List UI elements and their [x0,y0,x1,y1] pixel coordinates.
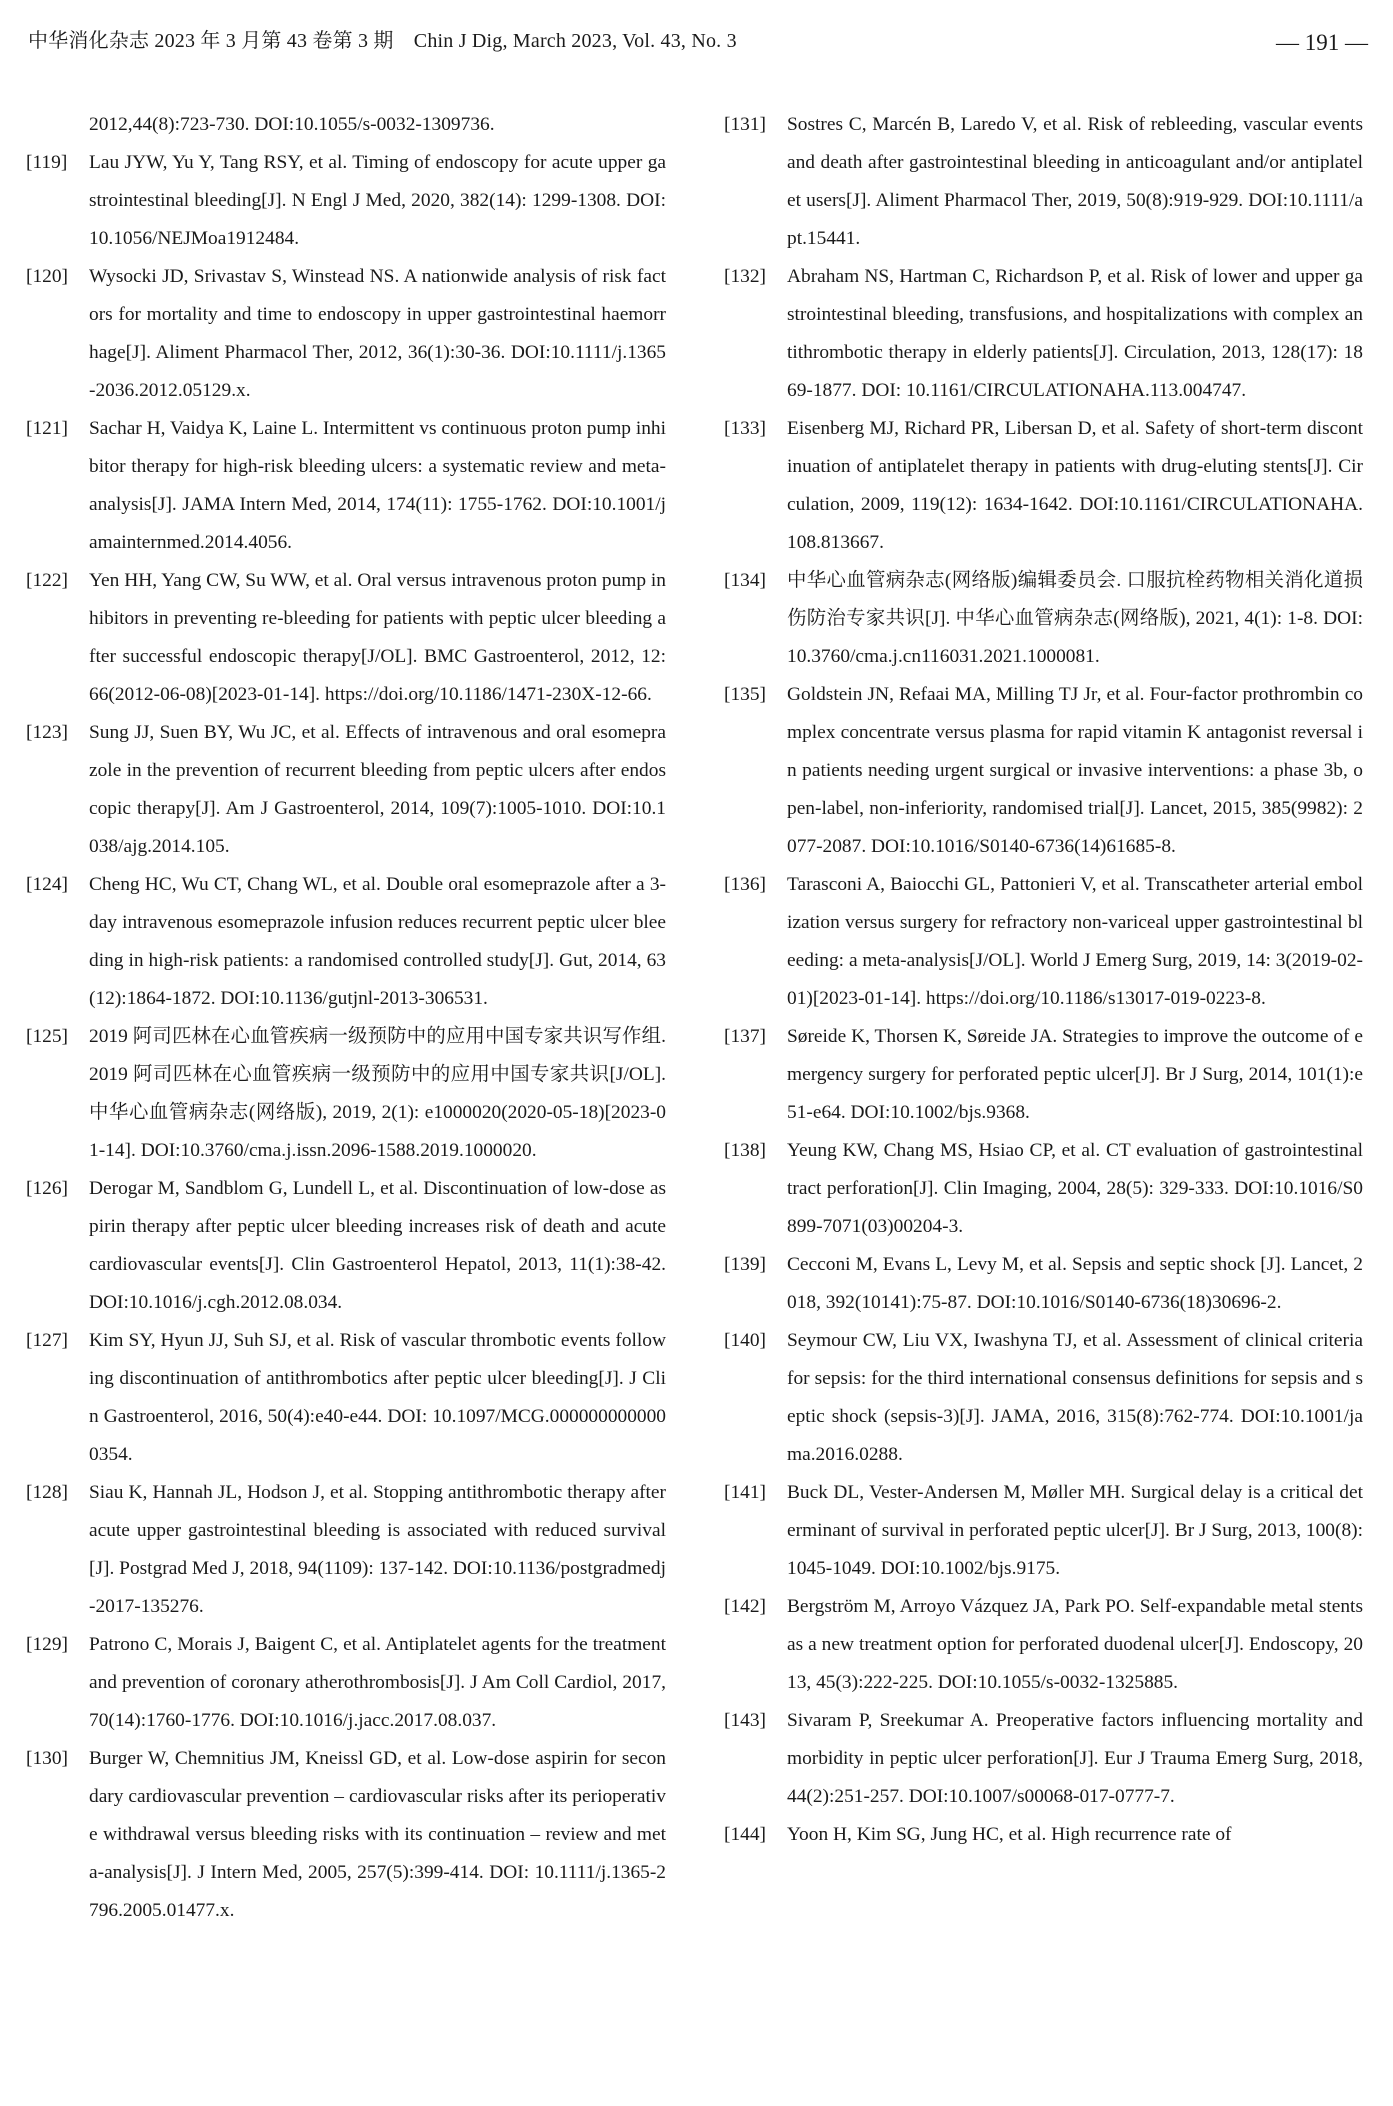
page-number: — 191 — [1276,30,1368,55]
reference-text: Derogar M, Sandblom G, Lundell L, et al. Discontinuation of low-dose aspirin therapy after peptic ulcer bleeding increases risk of death and acute cardiovascular events[J]. Clin Gastroenterol Hepatol, 2013, 11(1):38-42. DOI:10.1016/j.cgh.2012.08.034. [89,1178,666,1313]
reference-text: 2012,44(8):723-730. DOI:10.1055/s-0032-1309736. [89,114,495,135]
reference-number: [141] [724,1482,767,1503]
reference-entry [724,866,1363,1018]
running-header [28,24,1368,60]
reference-text: Yeung KW, Chang MS, Hsiao CP, et al. CT evaluation of gastrointestinal tract perforation[J]. Clin Imaging, 2004, 28(5): 329-333. DOI:10.1016/S0899-7071(03)00204-3. [787,1140,1363,1237]
reference-number: [134] [724,570,767,591]
reference-text: Cheng HC, Wu CT, Chang WL, et al. Double oral esomeprazole after a 3-day intravenous esomeprazole infusion reduces recurrent peptic ulcer bleeding in high-risk patients: a randomised controlled study[J]. Gut, 2014, 63(12):1864-1872. DOI:10.1136/gutjnl-2013-306531. [89,874,666,1009]
reference-text: 中华心血管病杂志(网络版)编辑委员会. 口服抗栓药物相关消化道损伤防治专家共识[J]. 中华心血管病杂志(网络版), 2021, 4(1): 1-8. DOI:10.3760/cma.j.cn116031.2021.1000081. [787,570,1363,667]
reference-entry [724,410,1363,562]
reference-column-left [26,106,666,1930]
reference-number: [144] [724,1824,767,1845]
reference-text: Siau K, Hannah JL, Hodson J, et al. Stopping antithrombotic therapy after acute upper gastrointestinal bleeding is associated with reduced survival[J]. Postgrad Med J, 2018, 94(1109): 137-142. DOI:10.1136/postgradmedj-2017-135276. [89,1482,666,1617]
reference-number: [126] [26,1178,69,1199]
reference-number: [140] [724,1330,767,1351]
reference-entry [26,410,666,562]
reference-text: Patrono C, Morais J, Baigent C, et al. Antiplatelet agents for the treatment and prevention of coronary atherothrombosis[J]. J Am Coll Cardiol, 2017, 70(14):1760-1776. DOI:10.1016/j.jacc.2017.08.037. [89,1634,666,1731]
reference-number: [137] [724,1026,767,1047]
reference-column-right [724,106,1363,1854]
reference-entry [26,866,666,1018]
reference-number: [125] [26,1026,69,1047]
reference-text: Yen HH, Yang CW, Su WW, et al. Oral versus intravenous proton pump inhibitors in preventing re-bleeding for patients with peptic ulcer bleeding after successful endoscopic therapy[J/OL]. BMC Gastroenterol, 2012, 12: 66(2012-06-08)[2023-01-14]. https://doi.org/10.1186/1471-230X-12-66. [89,570,666,705]
reference-number: [133] [724,418,767,439]
reference-text: Kim SY, Hyun JJ, Suh SJ, et al. Risk of vascular thrombotic events following discontinuation of antithrombotics after peptic ulcer bleeding[J]. J Clin Gastroenterol, 2016, 50(4):e40-e44. DOI: 10.1097/MCG.0000000000000354. [89,1330,666,1465]
reference-entry [724,1322,1363,1474]
reference-number: [123] [26,722,69,743]
reference-entry [724,1816,1363,1854]
reference-text: Cecconi M, Evans L, Levy M, et al. Sepsis and septic shock [J]. Lancet, 2018, 392(10141):75-87. DOI:10.1016/S0140-6736(18)30696-2. [787,1254,1363,1313]
reference-text: Tarasconi A, Baiocchi GL, Pattonieri V, et al. Transcatheter arterial embolization versus surgery for refractory non-variceal upper gastrointestinal bleeding: a meta-analysis[J/OL]. World J Emerg Surg, 2019, 14: 3(2019-02-01)[2023-01-14]. https://doi.org/10.1186/s13017-019-0223-8. [787,874,1363,1009]
reference-entry [26,1170,666,1322]
reference-entry [724,1474,1363,1588]
reference-number: [138] [724,1140,767,1161]
reference-text: Goldstein JN, Refaai MA, Milling TJ Jr, et al. Four-factor prothrombin complex concentrate versus plasma for rapid vitamin K antagonist reversal in patients needing urgent surgical or invasive interventions: a phase 3b, open-label, non-inferiority, randomised trial[J]. Lancet, 2015, 385(9982): 2077-2087. DOI:10.1016/S0140-6736(14)61685-8. [787,684,1363,857]
reference-entry [724,106,1363,258]
reference-text: Burger W, Chemnitius JM, Kneissl GD, et al. Low-dose aspirin for secondary cardiovascular prevention – cardiovascular risks after its perioperative withdrawal versus bleeding risks with its continuation – review and meta-analysis[J]. J Intern Med, 2005, 257(5):399-414. DOI: 10.1111/j.1365-2796.2005.01477.x. [89,1748,666,1921]
reference-number: [127] [26,1330,69,1351]
reference-entry [724,1132,1363,1246]
reference-number: [132] [724,266,767,287]
reference-entry [724,1018,1363,1132]
reference-text: Søreide K, Thorsen K, Søreide JA. Strategies to improve the outcome of emergency surgery for perforated peptic ulcer[J]. Br J Surg, 2014, 101(1):e51-e64. DOI:10.1002/bjs.9368. [787,1026,1363,1123]
reference-entry [26,144,666,258]
reference-entry [26,1626,666,1740]
reference-entry [26,562,666,714]
reference-number: [136] [724,874,767,895]
reference-text: Eisenberg MJ, Richard PR, Libersan D, et al. Safety of short-term discontinuation of antiplatelet therapy in patients with drug-eluting stents[J]. Circulation, 2009, 119(12): 1634-1642. DOI:10.1161/CIRCULATIONAHA.108.813667. [787,418,1363,553]
reference-number: [131] [724,114,767,135]
reference-text: Sung JJ, Suen BY, Wu JC, et al. Effects of intravenous and oral esomeprazole in the prevention of recurrent bleeding from peptic ulcers after endoscopic therapy[J]. Am J Gastroenterol, 2014, 109(7):1005-1010. DOI:10.1038/ajg.2014.105. [89,722,666,857]
reference-text: Wysocki JD, Srivastav S, Winstead NS. A nationwide analysis of risk factors for mortality and time to endoscopy in upper gastrointestinal haemorrhage[J]. Aliment Pharmacol Ther, 2012, 36(1):30-36. DOI:10.1111/j.1365-2036.2012.05129.x. [89,266,666,401]
reference-entry [26,1474,666,1626]
reference-entry [26,1018,666,1170]
reference-entry [724,258,1363,410]
reference-text: Yoon H, Kim SG, Jung HC, et al. High recurrence rate of [787,1824,1232,1845]
reference-text: Seymour CW, Liu VX, Iwashyna TJ, et al. Assessment of clinical criteria for sepsis: for the third international consensus definitions for sepsis and septic shock (sepsis-3)[J]. JAMA, 2016, 315(8):762-774. DOI:10.1001/jama.2016.0288. [787,1330,1363,1465]
reference-entry [724,1702,1363,1816]
reference-text: Abraham NS, Hartman C, Richardson P, et al. Risk of lower and upper gastrointestinal bleeding, transfusions, and hospitalizations with complex antithrombotic therapy in elderly patients[J]. Circulation, 2013, 128(17): 1869-1877. DOI: 10.1161/CIRCULATIONAHA.113.004747. [787,266,1363,401]
reference-entry [26,258,666,410]
reference-number: [128] [26,1482,69,1503]
reference-number: [143] [724,1710,767,1731]
reference-entry [724,1246,1363,1322]
reference-entry [26,714,666,866]
reference-text: Buck DL, Vester-Andersen M, Møller MH. Surgical delay is a critical determinant of survival in perforated peptic ulcer[J]. Br J Surg, 2013, 100(8):1045-1049. DOI:10.1002/bjs.9175. [787,1482,1363,1579]
reference-entry [724,676,1363,866]
reference-number: [135] [724,684,767,705]
reference-text: Lau JYW, Yu Y, Tang RSY, et al. Timing of endoscopy for acute upper gastrointestinal bleeding[J]. N Engl J Med, 2020, 382(14): 1299-1308. DOI:10.1056/NEJMoa1912484. [89,152,666,249]
reference-number: [129] [26,1634,69,1655]
reference-number: [120] [26,266,69,287]
reference-entry [724,1588,1363,1702]
reference-number: [130] [26,1748,69,1769]
reference-text: Sivaram P, Sreekumar A. Preoperative factors influencing mortality and morbidity in peptic ulcer perforation[J]. Eur J Trauma Emerg Surg, 2018, 44(2):251-257. DOI:10.1007/s00068-017-0777-7. [787,1710,1363,1807]
reference-number: [121] [26,418,69,439]
reference-number: [124] [26,874,69,895]
reference-text: Sostres C, Marcén B, Laredo V, et al. Risk of rebleeding, vascular events and death after gastrointestinal bleeding in anticoagulant and/or antiplatelet users[J]. Aliment Pharmacol Ther, 2019, 50(8):919-929. DOI:10.1111/apt.15441. [787,114,1363,249]
reference-number: [139] [724,1254,767,1275]
reference-number: [119] [26,152,68,173]
reference-number: [142] [724,1596,767,1617]
reference-text: 2019 阿司匹林在心血管疾病一级预防中的应用中国专家共识写作组. 2019 阿司匹林在心血管疾病一级预防中的应用中国专家共识[J/OL]. 中华心血管病杂志(网络版), 2019, 2(1): e1000020(2020-05-18)[2023-01-14]. DOI:10.3760/cma.j.issn.2096-1588.2019.1000020. [89,1026,666,1161]
reference-number: [122] [26,570,69,591]
reference-entry [26,1740,666,1930]
reference-entry [724,562,1363,676]
reference-entry [26,1322,666,1474]
reference-continuation [26,106,666,144]
journal-citation-header: 中华消化杂志 2023 年 3 月第 43 卷第 3 期 Chin J Dig, March 2023, Vol. 43, No. 3 [28,30,737,52]
reference-text: Sachar H, Vaidya K, Laine L. Intermittent vs continuous proton pump inhibitor therapy for high-risk bleeding ulcers: a systematic review and meta-analysis[J]. JAMA Intern Med, 2014, 174(11): 1755-1762. DOI:10.1001/jamainternmed.2014.4056. [89,418,666,553]
reference-text: Bergström M, Arroyo Vázquez JA, Park PO. Self-expandable metal stents as a new treatment option for perforated duodenal ulcer[J]. Endoscopy, 2013, 45(3):222-225. DOI:10.1055/s-0032-1325885. [787,1596,1363,1693]
